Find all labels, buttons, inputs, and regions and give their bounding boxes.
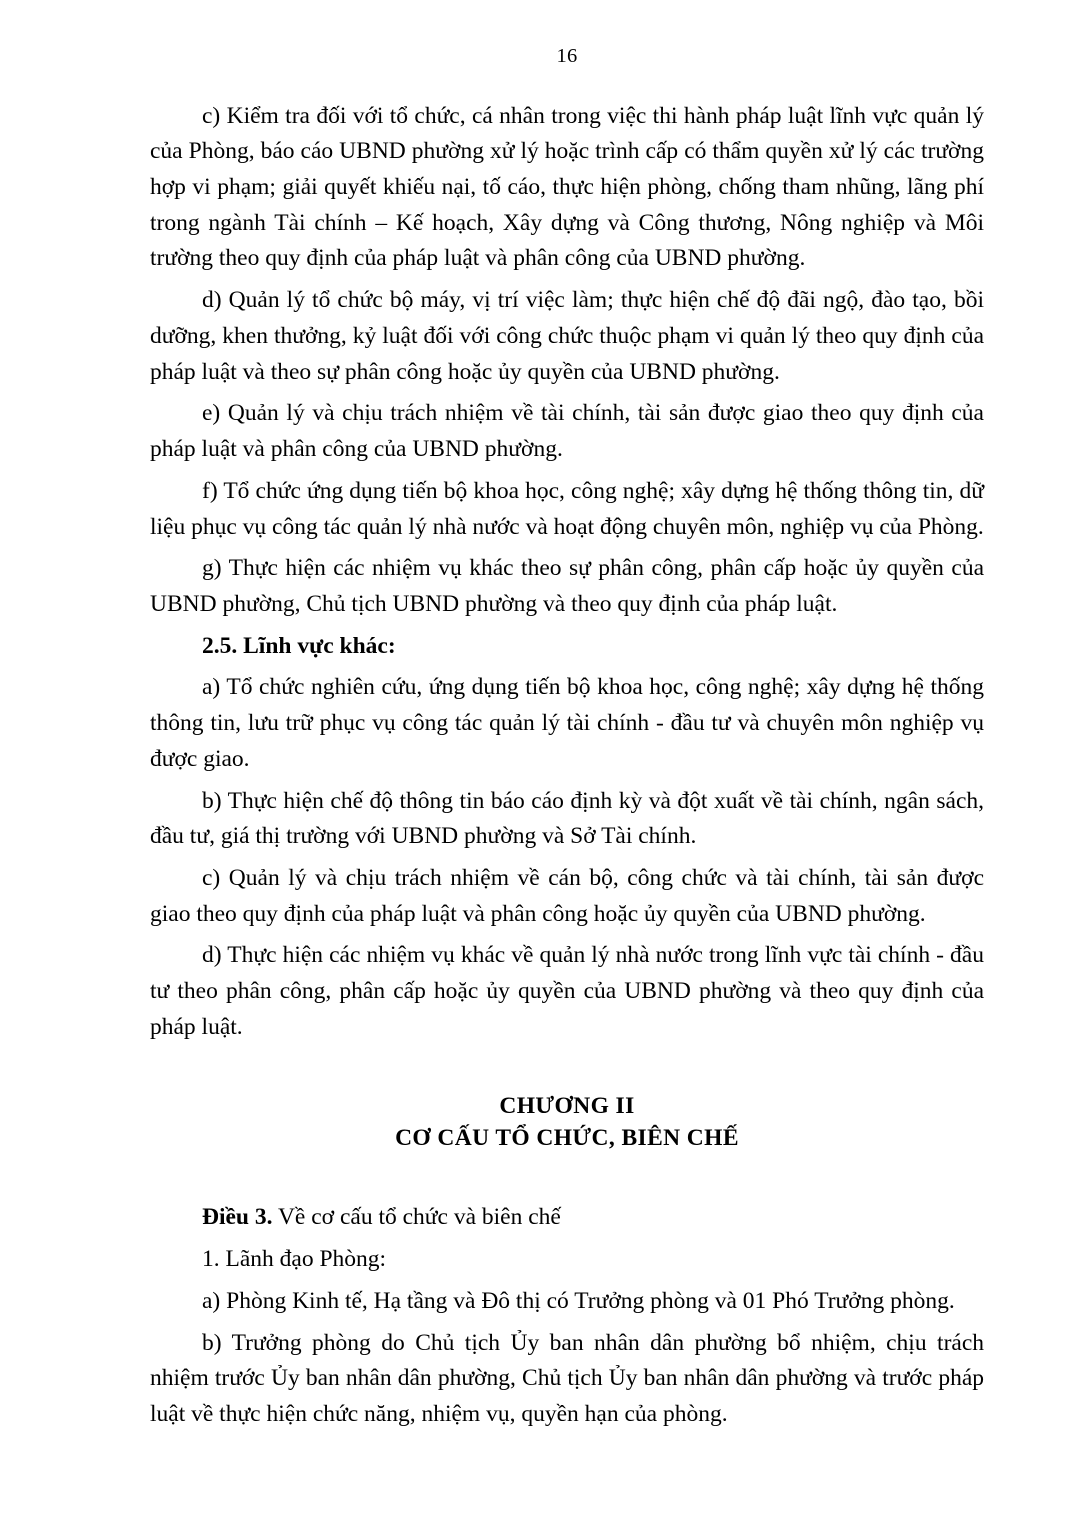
section-paragraph-b: b) Thực hiện chế độ thông tin báo cáo định kỳ và đột xuất về tài chính, ngân sách, đầu tư, giá thị trường với UBND phường và Sở Tài chính.: [150, 787, 984, 850]
chapter-title: CƠ CẤU TỔ CHỨC, BIÊN CHẾ: [395, 1124, 739, 1151]
section-paragraph-d: d) Thực hiện các nhiệm vụ khác về quản lý nhà nước trong lĩnh vực tài chính - đầu tư theo phân công, phân cấp hoặc ủy quyền của UBND phường và theo quy định của pháp luật.: [150, 942, 984, 1040]
article-item-a: a) Phòng Kinh tế, Hạ tầng và Đô thị có Trưởng phòng và 01 Phó Trưởng phòng.: [202, 1287, 955, 1314]
article-title: Về cơ cấu tổ chức và biên chế: [272, 1204, 561, 1231]
paragraph-d-organization: d) Quản lý tổ chức bộ máy, vị trí việc làm; thực hiện chế độ đãi ngộ, đào tạo, bồi dưỡng, khen thưởng, kỷ luật đối với công chức thuộc phạm vi quản lý theo quy định của pháp luật và theo sự phân công hoặc ủy quyền của UBND phường.: [150, 287, 984, 385]
paragraph-c-inspection: c) Kiểm tra đối với tổ chức, cá nhân trong việc thi hành pháp luật lĩnh vực quản lý của Phòng, báo cáo UBND phường xử lý hoặc trình cấp có thẩm quyền xử lý các trường hợp vi phạm; giải quyết khiếu nại, tố cáo, thực hiện phòng, chống tham nhũng, lãng phí trong ngành Tài chính – Kế hoạch, Xây dựng và Công thương, Nông nghiệp và Môi trường theo quy định của pháp luật và phân công của UBND phường.: [150, 102, 984, 272]
paragraph-e-finance: e) Quản lý và chịu trách nhiệm về tài chính, tài sản được giao theo quy định của pháp luật và phân công của UBND phường.: [150, 400, 984, 463]
paragraph-f-technology: f) Tổ chức ứng dụng tiến bộ khoa học, công nghệ; xây dựng hệ thống thông tin, dữ liệu phục vụ công tác quản lý nhà nước và hoạt động chuyên môn, nghiệp vụ của Phòng.: [150, 477, 984, 540]
article-heading: [150, 1200, 984, 1236]
page-number: 16: [556, 45, 578, 67]
paragraph-g-other-tasks: g) Thực hiện các nhiệm vụ khác theo sự phân công, phân cấp hoặc ủy quyền của UBND phường, Chủ tịch UBND phường và theo quy định của pháp luật.: [150, 555, 984, 617]
section-paragraph-a: a) Tổ chức nghiên cứu, ứng dụng tiến bộ khoa học, công nghệ; xây dựng hệ thống thông tin, lưu trữ phục vụ công tác quản lý tài chính - đầu tư và chuyên môn nghiệp vụ được giao.: [150, 674, 984, 772]
section-paragraph-c: c) Quản lý và chịu trách nhiệm về cán bộ, công chức và tài chính, tài sản được giao theo quy định của pháp luật và phân công hoặc ủy quyền của UBND phường.: [150, 864, 984, 927]
article-item-b: b) Trưởng phòng do Chủ tịch Ủy ban nhân dân phường bổ nhiệm, chịu trách nhiệm trước Ủy ban nhân dân phường, Chủ tịch Ủy ban nhân dân phường và trước pháp luật về thực hiện chức năng, nhiệm vụ, quyền hạn của phòng.: [150, 1329, 984, 1427]
section-heading-2-5: 2.5. Lĩnh vực khác:: [202, 632, 396, 659]
article-label: Điều 3.: [202, 1204, 273, 1231]
chapter-heading: [150, 1090, 984, 1155]
chapter-number: CHƯƠNG II: [499, 1092, 635, 1119]
article-item-1: 1. Lãnh đạo Phòng:: [202, 1246, 387, 1273]
